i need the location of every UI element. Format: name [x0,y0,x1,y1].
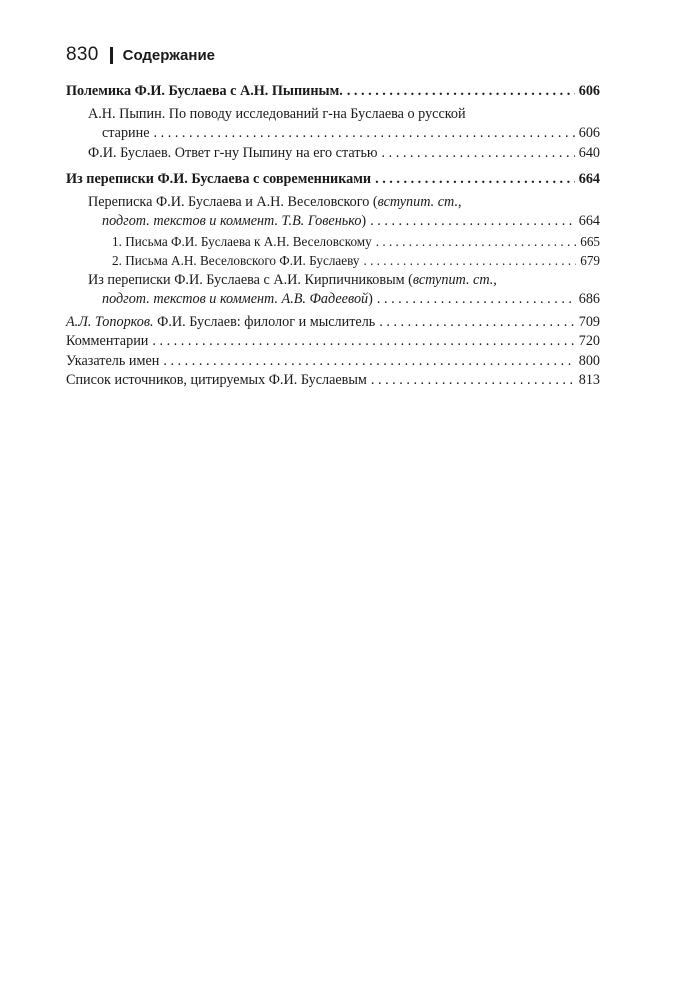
leader-dots [152,332,574,352]
leader-dots [363,251,576,271]
toc-entry-title: А.Л. Топорков. Ф.И. Буслаев: филолог и мыслитель [66,313,376,330]
toc-entry-author: А.Л. Топорков. [66,313,154,330]
toc-entry-page: 640 [578,144,600,161]
leader-dots [382,144,575,164]
toc-entry [66,352,600,372]
running-head [66,44,215,66]
toc-entry-page: 709 [578,313,600,330]
toc-entry-page: 606 [578,83,600,99]
toc-entry-page: 800 [578,352,600,369]
leader-dots [163,352,574,372]
leader-dots [376,232,576,252]
leader-dots [375,170,575,190]
toc-entry-title-line2: подгот. текстов и коммент. Т.В. Говенько) [102,213,367,229]
toc-entry [66,371,600,391]
leader-dots [154,124,575,144]
leader-dots [347,82,575,102]
toc-entry [66,193,600,232]
toc-entry [66,271,600,310]
toc-entry-title-line1: А.Н. Пыпин. По поводу исследований г-на Буслаева о русской [88,105,466,122]
toc-entry-title: Полемика Ф.И. Буслаева с А.Н. Пыпиным. [66,83,343,99]
toc-entry [66,170,600,190]
toc-entry-page: 606 [578,125,600,141]
toc-entry-title-line1: Переписка Ф.И. Буслаева и А.Н. Веселовского (вступит. ст., [88,193,462,210]
toc-entry-title: Указатель имен [66,352,160,369]
toc-entry [66,105,600,144]
table-of-contents [66,82,600,391]
toc-entry-title: 2. Письма А.Н. Веселовского Ф.И. Буслаеву [112,253,360,268]
toc-entry-title: Комментарии [66,333,149,349]
toc-entry [66,332,600,352]
leader-dots [377,290,575,310]
toc-entry-page: 665 [580,233,600,249]
toc-entry-page: 686 [578,291,600,307]
toc-entry-title-line1: Из переписки Ф.И. Буслаева с А.И. Кирпичниковым (вступит. ст., [88,271,497,288]
header-separator-bar [110,47,113,64]
toc-entry-title: 1. Письма Ф.И. Буслаева к А.Н. Веселовскому [112,233,372,249]
toc-entry-title-line2: подгот. текстов и коммент. А.В. Фадеевой) [102,291,373,307]
toc-entry-title: Ф.И. Буслаев. Ответ г-ну Пыпину на его статью [88,144,378,161]
leader-dots [379,313,574,333]
page-number: 830 [66,44,99,65]
leader-dots [370,212,575,232]
toc-entry [66,313,600,333]
toc-entry [66,232,600,252]
toc-entry [66,82,600,102]
section-title: Содержание [122,46,216,64]
toc-entry [66,251,600,271]
toc-entry-title: Список источников, цитируемых Ф.И. Буслаевым [66,372,367,388]
leader-dots [371,371,575,391]
toc-entry [66,144,600,164]
toc-entry-page: 664 [578,171,600,187]
toc-entry-page: 679 [580,253,600,268]
toc-entry-page: 664 [578,213,600,229]
toc-entry-title: Из переписки Ф.И. Буслаева с современниками [66,171,372,187]
toc-entry-page: 720 [578,333,600,349]
toc-entry-title-line2: старине [102,125,150,141]
toc-entry-page: 813 [578,372,600,388]
